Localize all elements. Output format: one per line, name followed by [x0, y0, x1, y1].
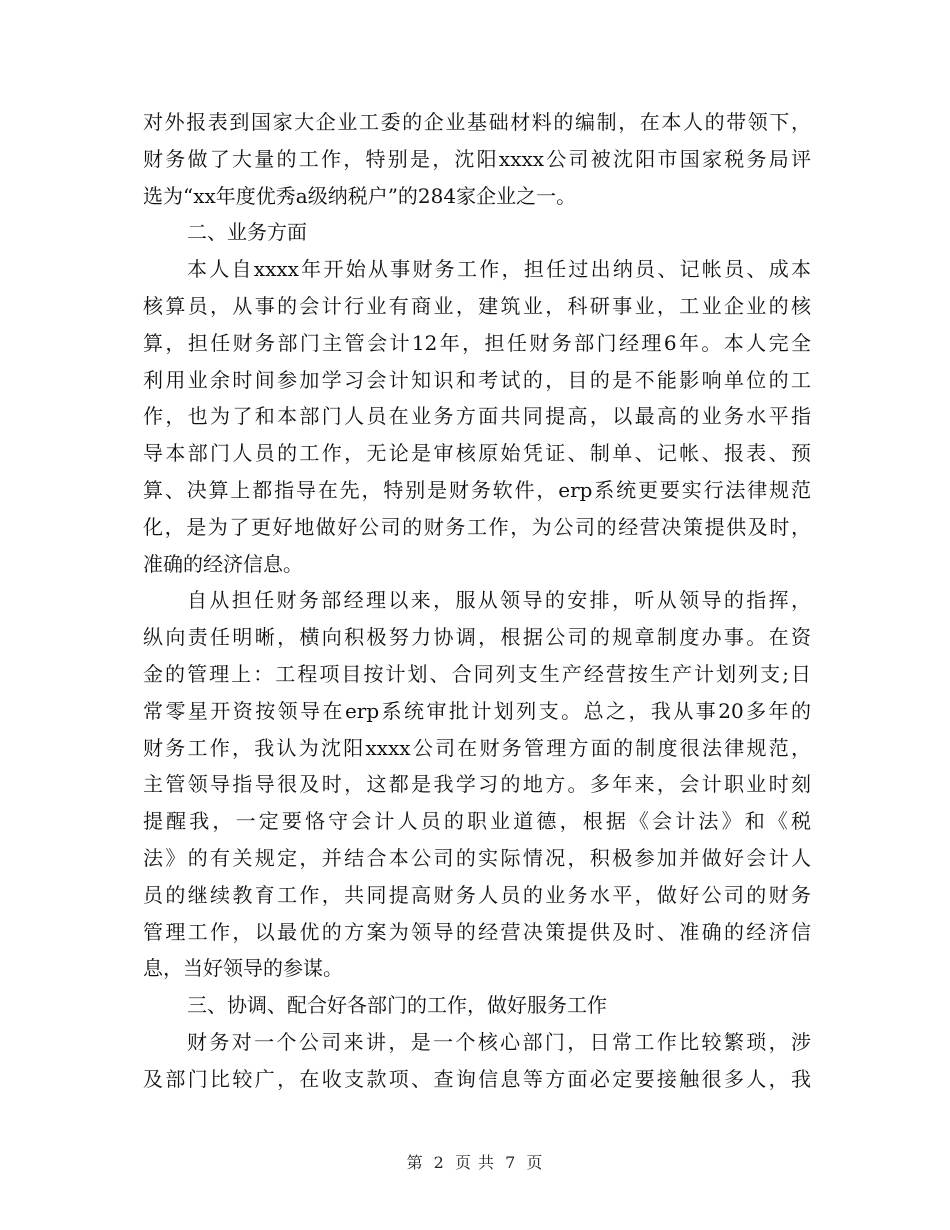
text-line: 员的继续教育工作，共同提高财务人员的业务水平，做好公司的财务 — [143, 882, 811, 907]
text-line: 及部门比较广，在收支款项、查询信息等方面必定要接触很多人，我 — [143, 1066, 811, 1091]
text-line: 算、决算上都指导在先，特别是财务软件，erp系统更要实行法律规范 — [143, 477, 811, 502]
page-footer — [0, 1152, 950, 1174]
body-text — [143, 104, 811, 1098]
footer-suffix: 页 — [526, 1153, 544, 1172]
text-line: 主管领导指导很及时，这都是我学习的地方。多年来，会计职业时刻 — [143, 772, 811, 797]
text-line: 金的管理上：工程项目按计划、合同列支生产经营按生产计划列支;日 — [143, 661, 811, 686]
footer-current-page: 2 — [433, 1153, 445, 1172]
text-line: 财务做了大量的工作，特别是，沈阳xxxx公司被沈阳市国家税务局评 — [143, 146, 811, 171]
text-line: 对外报表到国家大企业工委的企业基础材料的编制，在本人的带领下， — [143, 110, 811, 134]
text-line: 利用业余时间参加学习会计知识和考试的，目的是不能影响单位的工 — [143, 367, 811, 392]
text-line: 纵向责任明晰，横向积极努力协调，根据公司的规章制度办事。在资 — [143, 625, 811, 650]
text-line: 息，当好领导的参谋。 — [143, 956, 343, 981]
text-line: 准确的经济信息。 — [143, 551, 303, 576]
footer-middle: 页 共 — [454, 1153, 496, 1172]
text-line: 财务对一个公司来讲，是一个核心部门，日常工作比较繁琐，涉 — [187, 1029, 811, 1054]
text-line: 提醒我，一定要恪守会计人员的职业道德，根据《会计法》和《税 — [143, 809, 811, 834]
text-line: 化，是为了更好地做好公司的财务工作，为公司的经营决策提供及时， — [143, 514, 811, 539]
text-line: 本人自xxxx年开始从事财务工作，担任过出纳员、记帐员、成本 — [187, 257, 811, 282]
text-line: 财务工作，我认为沈阳xxxx公司在财务管理方面的制度很法律规范， — [143, 735, 811, 760]
text-line: 管理工作，以最优的方案为领导的经营决策提供及时、准确的经济信 — [143, 919, 811, 944]
text-line: 自从担任财务部经理以来，服从领导的安排，听从领导的指挥， — [187, 588, 811, 613]
footer-total-pages: 7 — [505, 1153, 517, 1172]
text-line: 常零星开资按领导在erp系统审批计划列支。总之，我从事20多年的 — [143, 698, 811, 723]
text-line: 二、业务方面 — [187, 220, 307, 245]
text-line: 三、协调、配合好各部门的工作，做好服务工作 — [187, 993, 607, 1018]
text-line: 作，也为了和本部门人员在业务方面共同提高，以最高的业务水平指 — [143, 404, 811, 429]
footer-prefix: 第 — [406, 1153, 424, 1172]
text-line: 选为“xx年度优秀a级纳税户”的284家企业之一。 — [143, 183, 577, 208]
text-line: 法》的有关规定，并结合本公司的实际情况，积极参加并做好会计人 — [143, 845, 811, 870]
text-line: 核算员，从事的会计行业有商业，建筑业，科研事业，工业企业的核 — [143, 293, 811, 318]
text-line: 算，担任财务部门主管会计12年，担任财务部门经理6年。本人完全 — [143, 330, 811, 355]
text-line: 导本部门人员的工作，无论是审核原始凭证、制单、记帐、报表、预 — [143, 441, 811, 466]
